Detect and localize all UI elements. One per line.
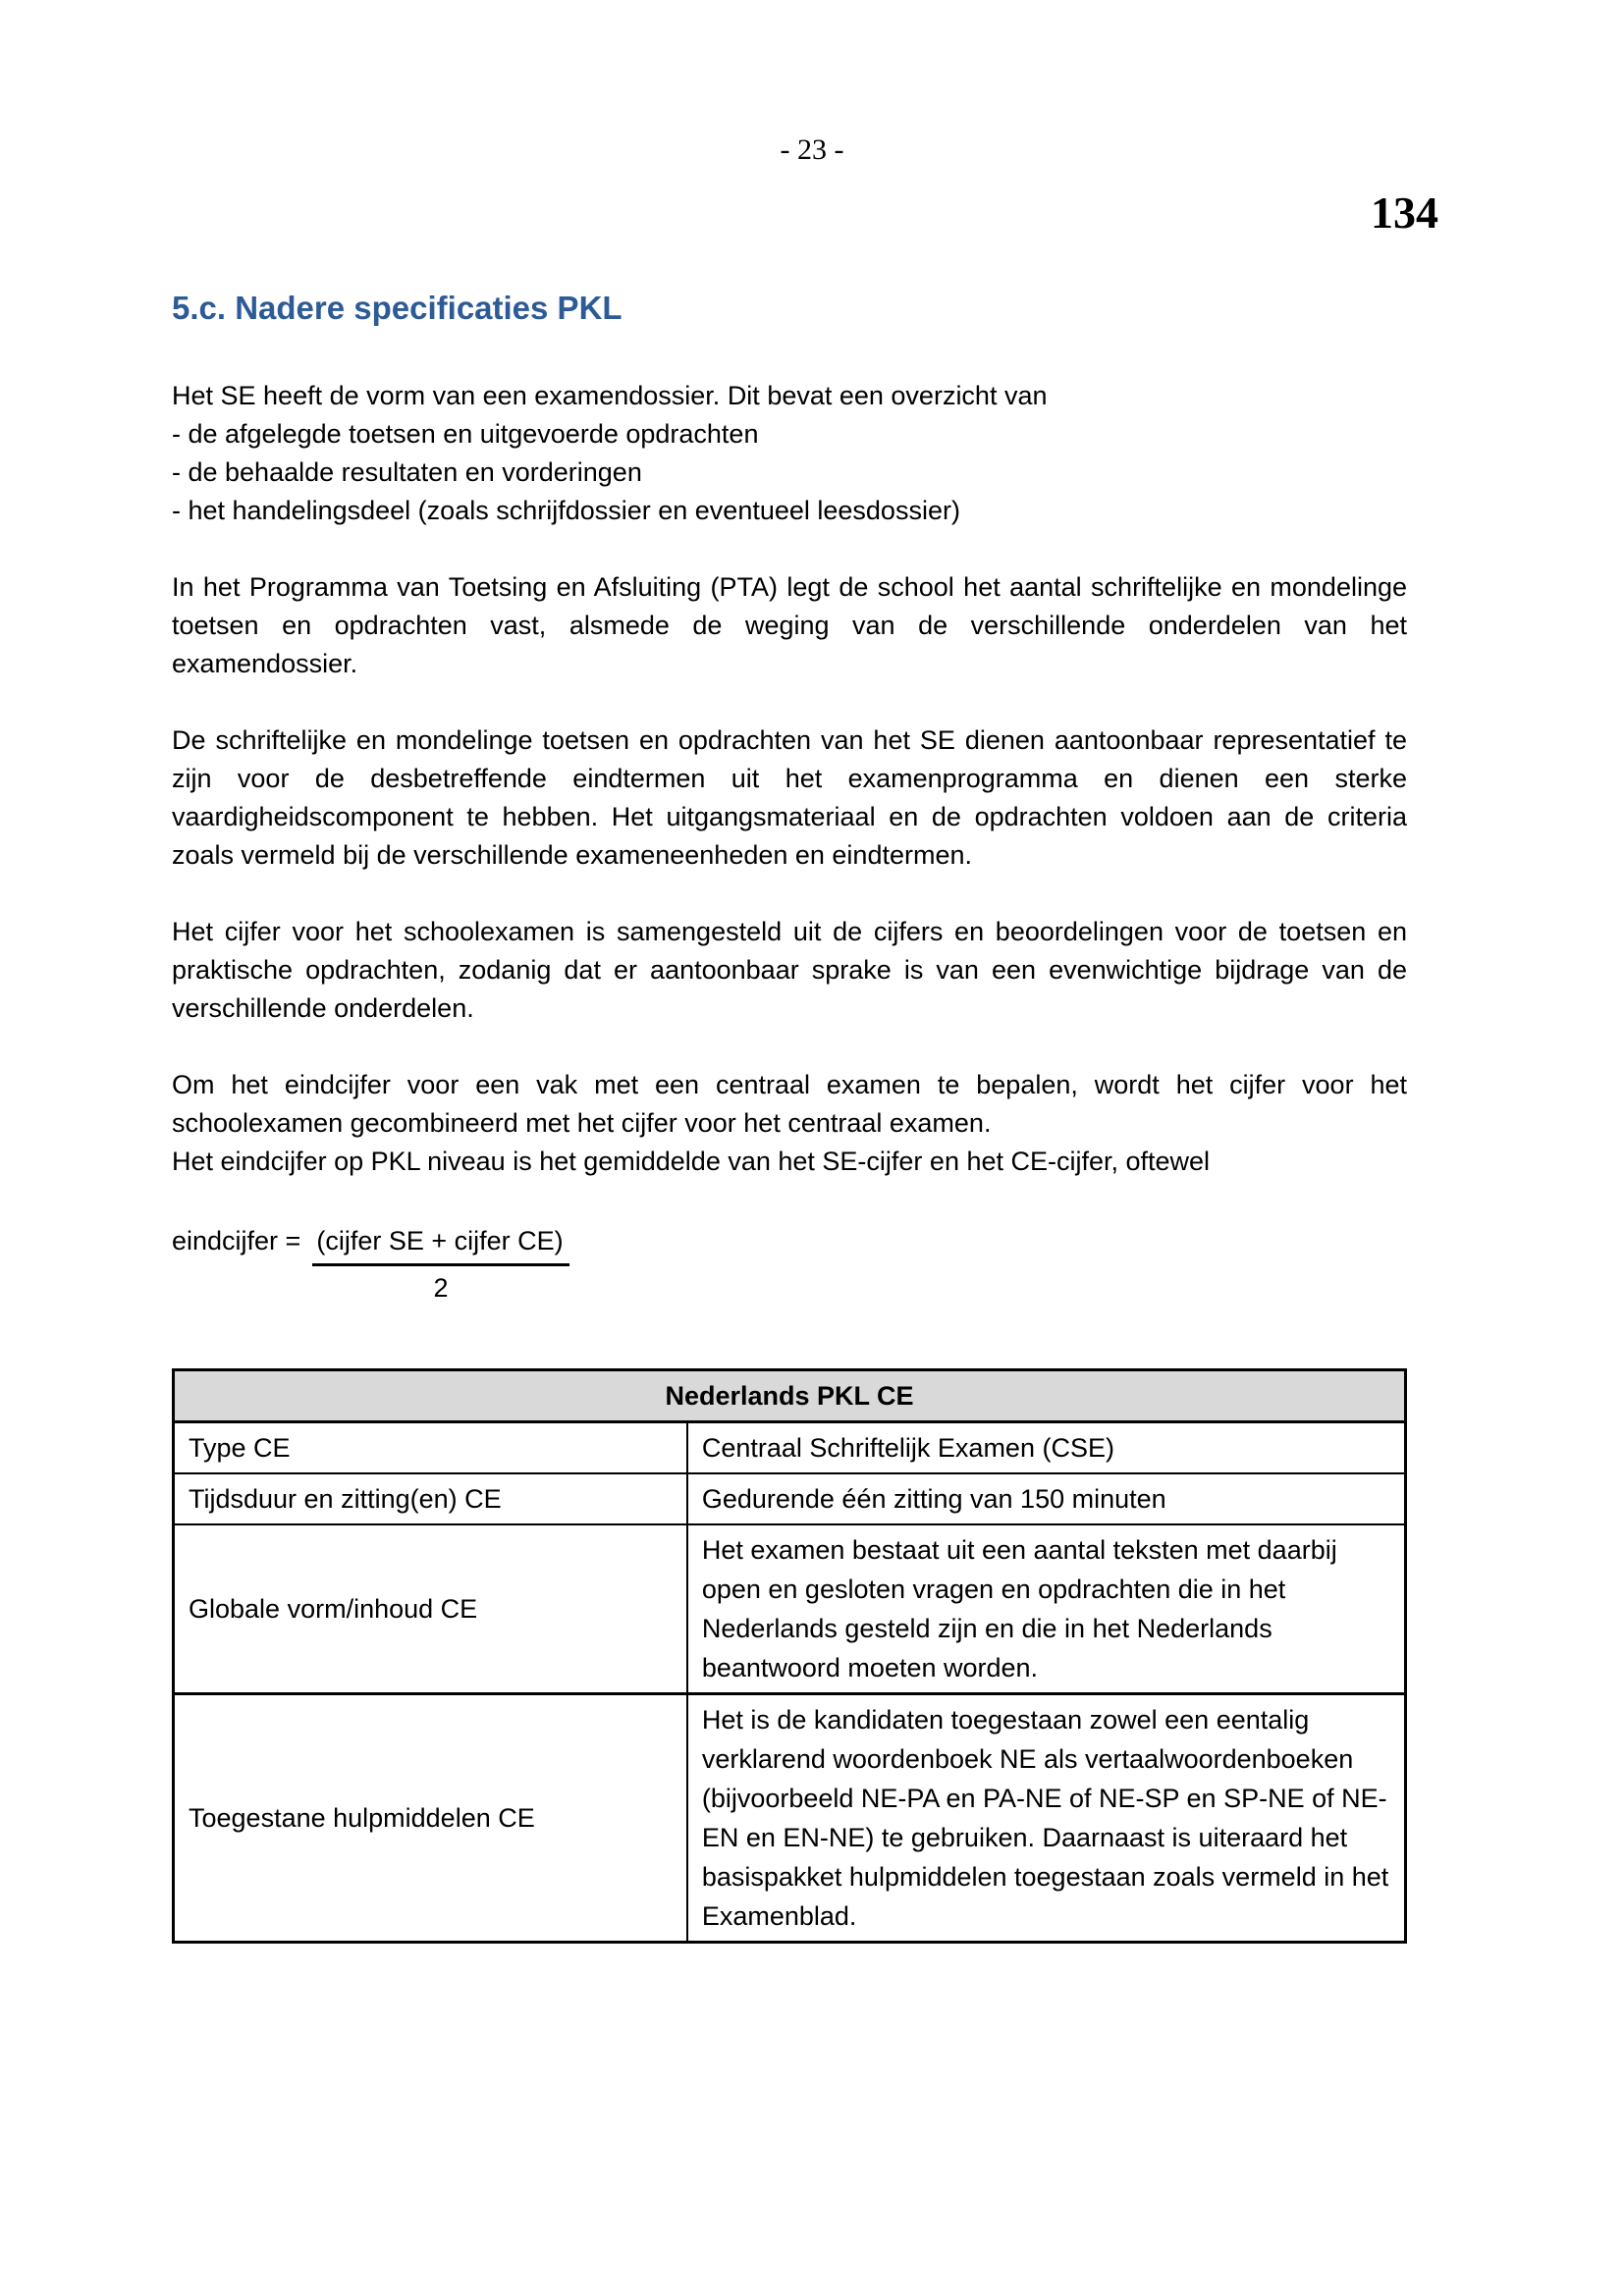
intro-paragraph bbox=[172, 377, 1407, 530]
row-value: Het is de kandidaten toegestaan zowel een eentalig verklarend woordenboek NE als vertaalwoordenboeken (bijvoorbeeld NE-PA en PA-NE of NE-SP en SP-NE of NE-EN en EN-NE) te gebruiken. Daarnaast is uiteraard het basispakket hulpmiddelen toegestaan zoals vermeld in het Examenblad. bbox=[687, 1694, 1406, 1943]
table-row bbox=[174, 1694, 1406, 1943]
paragraph-eindcijfer bbox=[172, 1066, 1407, 1181]
row-value: Het examen bestaat uit een aantal teksten met daarbij open en gesloten vragen en opdrachten die in het Nederlands gesteld zijn en die in het Nederlands beantwoord moeten worden. bbox=[687, 1524, 1406, 1694]
section-heading: 5.c. Nadere specificaties PKL bbox=[172, 290, 623, 326]
table-row bbox=[174, 1524, 1406, 1694]
bullet-line: - de behaalde resultaten en vorderingen bbox=[172, 457, 642, 487]
spec-table bbox=[172, 1368, 1407, 1944]
bullet-line: - de afgelegde toetsen en uitgevoerde opdrachten bbox=[172, 419, 759, 449]
row-value: Centraal Schriftelijk Examen (CSE) bbox=[687, 1422, 1406, 1474]
table-title: Nederlands PKL CE bbox=[174, 1370, 1406, 1422]
page-number: - 23 - bbox=[780, 133, 844, 166]
row-label: Toegestane hulpmiddelen CE bbox=[174, 1694, 687, 1943]
page-content bbox=[172, 289, 1407, 1944]
paragraph-cijfer: Het cijfer voor het schoolexamen is samengesteld uit de cijfers en beoordelingen voor de toetsen en praktische opdrachten, zodanig dat er aantoonbaar sprake is van een evenwichtige bijdrage van de verschillende onderdelen. bbox=[172, 917, 1407, 1023]
paragraph-toetsen: De schriftelijke en mondelinge toetsen en opdrachten van het SE dienen aantoonbaar representatief te zijn voor de desbetreffende eindtermen uit het examenprogramma en dienen een sterke vaardigheidscomponent te hebben. Het uitgangsmateriaal en de opdrachten voldoen aan de criteria zoals vermeld bij de verschillende exameneenheden en eindtermen. bbox=[172, 725, 1407, 870]
formula-denominator: 2 bbox=[433, 1273, 449, 1303]
intro-line: Het SE heeft de vorm van een examendossier. Dit bevat een overzicht van bbox=[172, 381, 1048, 410]
row-label: Tijdsduur en zitting(en) CE bbox=[174, 1473, 687, 1524]
table-row bbox=[174, 1422, 1406, 1474]
formula-fraction bbox=[312, 1222, 568, 1308]
row-label: Type CE bbox=[174, 1422, 687, 1474]
formula-numerator: (cijfer SE + cijfer CE) bbox=[312, 1222, 568, 1266]
row-label: Globale vorm/inhoud CE bbox=[174, 1524, 687, 1694]
paragraph-pta: In het Programma van Toetsing en Afsluiting (PTA) legt de school het aantal schriftelijke en mondelinge toetsen en opdrachten vast, alsmede de weging van de verschillende onderdelen van het examendossier. bbox=[172, 572, 1407, 678]
bullet-line: - het handelingsdeel (zoals schrijfdossier en eventueel leesdossier) bbox=[172, 496, 960, 525]
corner-page-number: 134 bbox=[1371, 187, 1438, 238]
table-header-row bbox=[174, 1370, 1406, 1422]
table-row bbox=[174, 1473, 1406, 1524]
eindcijfer-pkl-line: Het eindcijfer op PKL niveau is het gemiddelde van het SE-cijfer en het CE-cijfer, oftewel bbox=[172, 1147, 1211, 1176]
eindcijfer-text: Om het eindcijfer voor een vak met een centraal examen te bepalen, wordt het cijfer voor het schoolexamen gecombineerd met het cijfer voor het centraal examen. bbox=[172, 1070, 1407, 1138]
formula-lhs: eindcijfer = bbox=[172, 1226, 301, 1255]
formula bbox=[172, 1222, 1407, 1308]
row-value: Gedurende één zitting van 150 minuten bbox=[687, 1473, 1406, 1524]
